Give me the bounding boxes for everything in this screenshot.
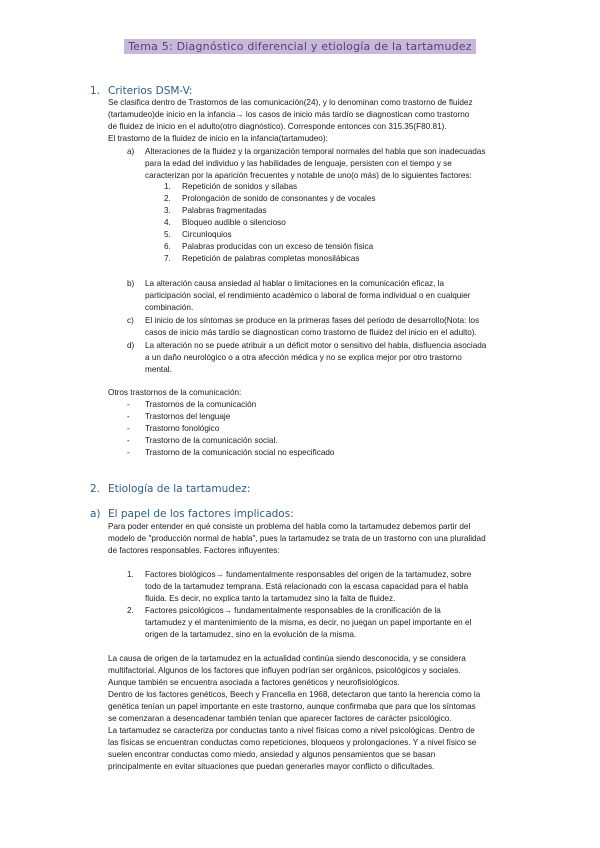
bullet-dash: - xyxy=(127,424,130,433)
list-item: Trastornos del lenguaje xyxy=(145,412,231,421)
bullet-dash: - xyxy=(127,400,130,409)
bullet-dash: - xyxy=(127,436,130,445)
criterion-line: casos de inicio más tardío se diagnostican como trastorno de fluidez del inicio en el adulto). xyxy=(145,328,477,337)
criterion-line: mental. xyxy=(145,365,172,374)
factor-number: 5. xyxy=(164,230,171,239)
factor-item: Circunloquios xyxy=(182,230,232,239)
criterion-line: combinación. xyxy=(145,303,194,312)
paragraph-line: Aunque también se encuentra asociada a factores genéticos y neurofisiológicos. xyxy=(108,678,400,687)
paragraph-line: La causa de origen de la tartamudez en la actualidad continúa siendo desconocida, y se considera xyxy=(108,654,466,663)
paragraph-line: Dentro de los factores genéticos, Beech y Francella en 1968, detectaron que tanto la herencia como la xyxy=(108,690,481,699)
factor-number: 1. xyxy=(164,182,171,191)
paragraph-line: principalmente en evitar situaciones que puedan generarles mayor conflicto o dificultades. xyxy=(108,762,435,771)
factor-number: 3. xyxy=(164,206,171,215)
factor-line: Factores biológicos→ fundamentalmente responsables del origen de la tartamudez, sobre xyxy=(145,570,472,579)
factor-line: origen de la tartamudez, sino en la evolución de la misma. xyxy=(145,630,357,639)
factor-line: todo de la tartamudez temprana. Está relacionado con la escasa capacidad para el habla xyxy=(145,582,469,591)
section1-number: 1. xyxy=(90,85,101,97)
criterion-line: para la edad del individuo y las habilidades de lenguaje, persisten con el tiempo y se xyxy=(145,159,452,168)
section1-heading: Criterios DSM-V: xyxy=(108,85,193,97)
factor-number: 1. xyxy=(127,570,134,579)
list-item: Trastorno fonológico xyxy=(145,424,220,433)
factor-number: 7. xyxy=(164,254,171,263)
criterion-line: La alteración causa ansiedad al hablar o limitaciones en la comunicación eficaz, la xyxy=(145,279,445,288)
factor-item: Repetición de palabras completas monosilábicas xyxy=(182,254,360,263)
factor-item: Palabras producidas con un exceso de tensión física xyxy=(182,242,374,251)
title-container xyxy=(0,37,600,55)
section2-number: 2. xyxy=(90,483,101,495)
bullet-dash: - xyxy=(127,412,130,421)
factor-item: Repetición de sonidos y sílabas xyxy=(182,182,298,191)
section1-intro-line: de fluidez de inicio en el adulto(otro diagnóstico). Corresponde entonces con 315.35(F80.81). xyxy=(108,122,447,131)
section1-intro-line: (tartamudeo)de inicio en la infancia→ los casos de inicio más tardío se diagnostican como trastorno xyxy=(108,110,470,119)
list-item: Trastorno de la comunicación social no especificado xyxy=(145,448,335,457)
criterion-line: caracterizan por la aparición frecuentes y notable de uno(o más) de lo siguientes factores: xyxy=(145,171,472,180)
criterion-line: a un daño neurológico o a otra afección médica y no se explica mejor por otro trastorno xyxy=(145,353,462,362)
paragraph-line: las físicas se encuentran conductas como repeticiones, bloqueos y prolongaciones. Y a nivel físico se xyxy=(108,738,477,747)
factor-line: fluida. Es decir, no explica tanto la tartamudez sino la falta de fluidez. xyxy=(145,594,396,603)
criterion-line: El inicio de los síntomas se produce en la primeras fases del periodo de desarrollo(Nota: los xyxy=(145,316,480,325)
criterion-letter: d) xyxy=(127,341,135,350)
section2-heading: Etiología de la tartamudez: xyxy=(108,483,251,495)
criterion-letter: c) xyxy=(127,316,134,325)
paragraph-line: genética tenían un papel importante en este trastorno, aunque confirmaba que para que los síntomas xyxy=(108,702,476,711)
criterion-line: participación social, el rendimiento académico o laboral de forma individual o en cualquier xyxy=(145,291,471,300)
subsection-heading: El papel de los factores implicados: xyxy=(108,508,294,520)
factor-item: Bloqueo audible o silencioso xyxy=(182,218,286,227)
section2-intro-line: de factores responsables. Factores influyentes: xyxy=(108,546,280,555)
criterion-line: La alteración no se puede atribuir a un déficit motor o sensitivo del habla, disfluencia asociada xyxy=(145,341,487,350)
factor-number: 6. xyxy=(164,242,171,251)
list-item: Trastorno de la comunicación social. xyxy=(145,436,278,445)
criterion-line: Alteraciones de la fluidez y la organización temporal normales del habla que son inadecuadas xyxy=(145,147,486,156)
factor-line: tartamudez y el mantenimiento de la misma, es decir, no juegan un papel importante en el xyxy=(145,618,472,627)
section1-intro-line: Se clasifica dentro de Trastornos de las comunicación(24), y lo denominan como trastorno de fluidez xyxy=(108,98,473,107)
list-item: Trastornos de la comunicación xyxy=(145,400,257,409)
factor-item: Prolongación de sonido de consonantes y de vocales xyxy=(182,194,376,203)
subsection-letter: a) xyxy=(90,508,101,520)
factor-number: 4. xyxy=(164,218,171,227)
criterion-letter: a) xyxy=(127,147,135,156)
others-heading: Otros trastornos de la comunicación: xyxy=(108,388,242,397)
bullet-dash: - xyxy=(127,448,130,457)
page-title: Tema 5: Diagnóstico diferencial y etiología de la tartamudez xyxy=(124,39,476,54)
section2-intro-line: modelo de "producción normal de habla", pues la tartamudez se trata de un trastorno con una pluralidad xyxy=(108,534,486,543)
factor-item: Palabras fragmentadas xyxy=(182,206,267,215)
factor-number: 2. xyxy=(164,194,171,203)
paragraph-line: La tartamudez se caracteriza por conductas tanto a nivel físicas como a nivel psicológicas. Dentro de xyxy=(108,726,475,735)
paragraph-line: multifactorial. Algunos de los factores que influyen podrían ser orgánicos, psicológicos y sociales. xyxy=(108,666,461,675)
section2-intro-line: Para poder entender en qué consiste un problema del habla como la tartamudez debemos partir del xyxy=(108,522,471,531)
criterion-letter: b) xyxy=(127,279,135,288)
paragraph-line: se comenzaran a desencadenar también tenían que aparecer factores de carácter psicológico. xyxy=(108,714,452,723)
factor-line: Factores psicológicos→ fundamentalmente responsables de la cronificación de la xyxy=(145,606,441,615)
factor-number: 2. xyxy=(127,606,134,615)
paragraph-line: suelen encontrar conductas como miedo, ansiedad y algunos pensamientos que se basan xyxy=(108,750,436,759)
section1-intro-line: El trastorno de la fluidez de inicio en la infancia(tartamudeo): xyxy=(108,134,328,143)
